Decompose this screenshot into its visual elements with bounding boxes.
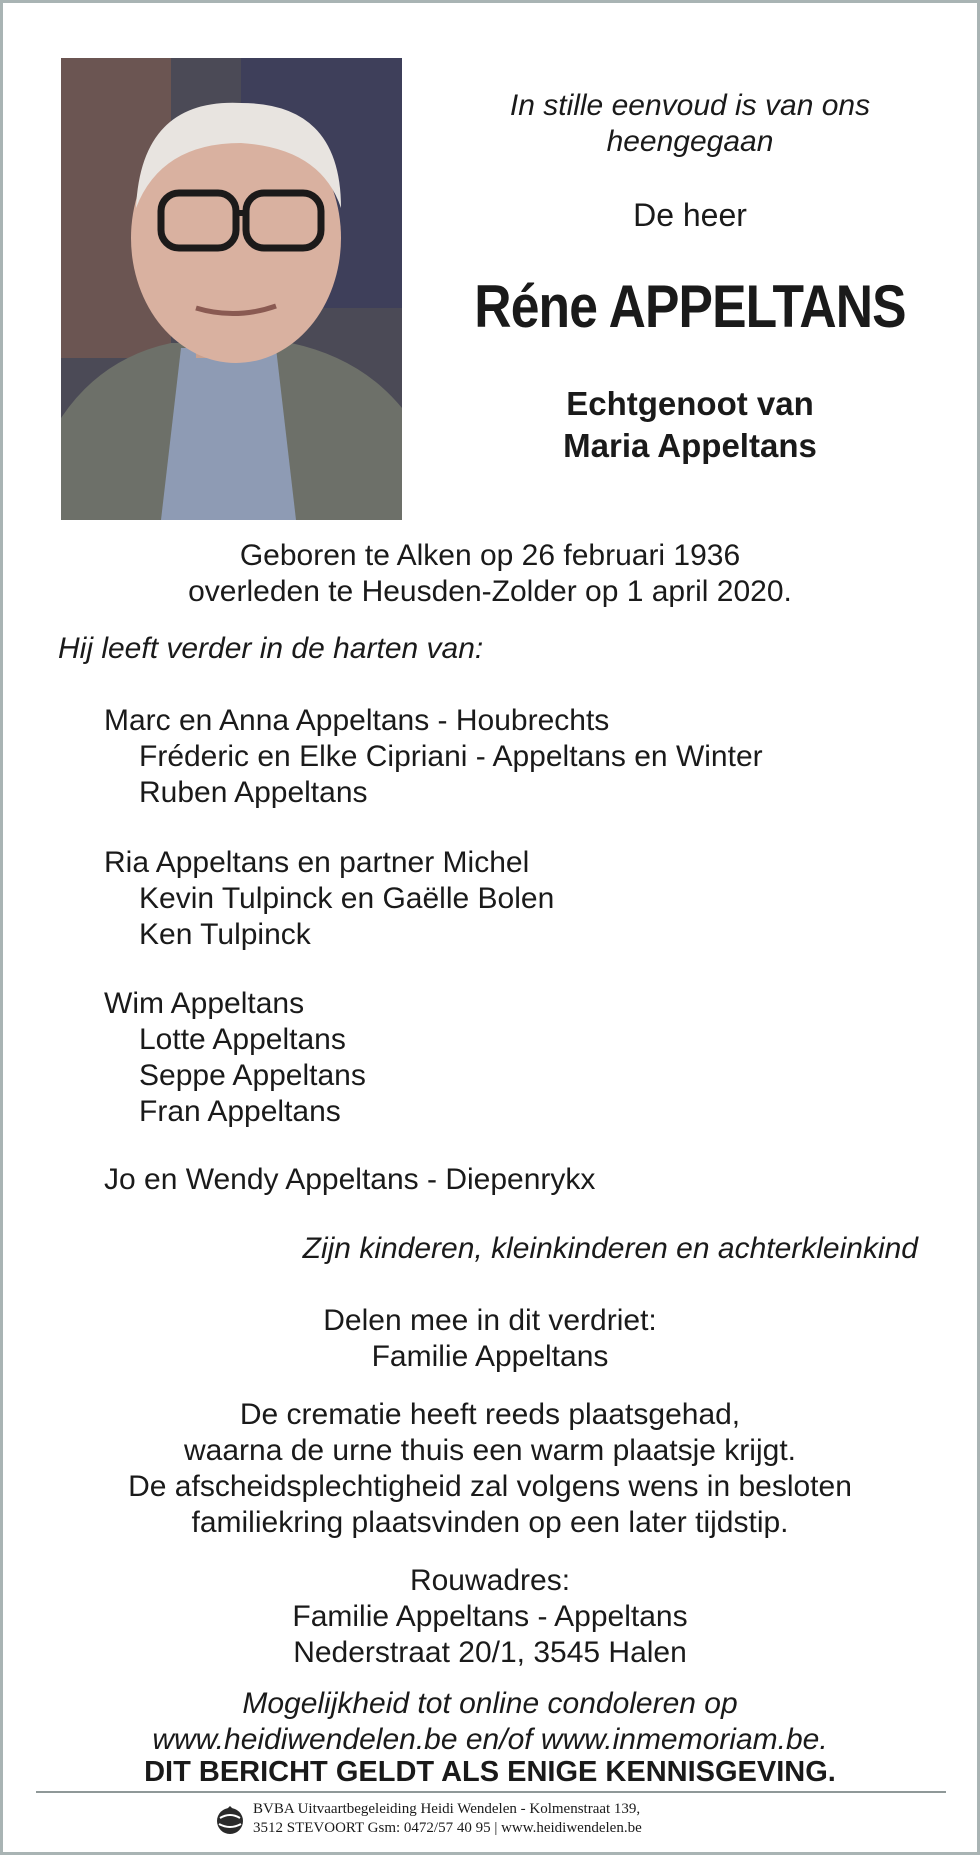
footer [215,1798,775,1846]
address-line: Familie Appeltans - Appeltans [292,1600,688,1633]
online-condolence [40,1686,940,1758]
mourning-address [40,1563,940,1671]
birth-death-text [40,538,940,610]
birth-line: Geboren te Alken op 26 februari 1936 [239,539,741,572]
address-line: Nederstraat 20/1, 3545 Halen [293,1636,687,1669]
family-group [104,986,366,1130]
cremation-line: De afscheidsplechtigheid zal volgens wens in besloten [128,1470,852,1503]
family-head: Marc en Anna Appeltans - Houbrechts [104,704,610,737]
family-member: Ken Tulpinck [139,918,311,951]
spouse-line: Maria Appeltans [563,427,817,464]
intro-text [440,88,940,160]
footer-divider [36,1791,946,1793]
family-member: Fran Appeltans [139,1095,341,1128]
family-member: Seppe Appeltans [139,1059,366,1092]
footer-text [253,1800,642,1838]
family-head: Ria Appeltans en partner Michel [104,846,530,879]
intro-line: In stille eenvoud is van ons [509,89,871,122]
notice-text: DIT BERICHT GELDT ALS ENIGE KENNISGEVING. [144,1756,836,1788]
death-line: overleden te Heusden-Zolder op 1 april 2020. [188,575,792,608]
share-line: Familie Appeltans [371,1340,609,1373]
family-member: Lotte Appeltans [139,1023,346,1056]
address-line: Rouwadres: [409,1564,571,1597]
family-group [104,1162,595,1198]
share-text [40,1303,940,1375]
salutation: De heer [633,197,747,233]
family-group [104,845,554,953]
spouse-text [440,383,940,467]
online-links[interactable]: www.heidiwendelen.be en/of www.inmemoriam.be. [152,1723,828,1756]
globe-logo-icon [215,1804,245,1836]
footer-line: BVBA Uitvaartbegeleiding Heidi Wendelen - Kolmenstraat 139, [253,1801,641,1817]
intro-line: heengegaan [606,125,774,158]
family-member: Ruben Appeltans [139,776,368,809]
family-member: Fréderic en Elke Cipriani - Appeltans en Winter [139,740,763,773]
footer-line: 3512 STEVOORT Gsm: 0472/57 40 95 | www.heidiwendelen.be [253,1820,642,1836]
portrait-illustration [61,58,402,520]
cremation-line: De crematie heeft reeds plaatsgehad, [239,1398,741,1431]
children-signature: Zijn kinderen, kleinkinderen en achterkleinkind [302,1232,918,1265]
online-line: Mogelijkheid tot online condoleren op [242,1687,738,1720]
spouse-line: Echtgenoot van [566,385,814,422]
share-line: Delen mee in dit verdriet: [323,1304,657,1337]
cremation-text [40,1397,940,1541]
family-group [104,703,763,811]
lives-on-heading: Hij leeft verder in de harten van: [58,632,484,665]
deceased-name: Réne APPELTANS [474,273,906,340]
portrait-photo [61,58,402,520]
cremation-line: familiekring plaatsvinden op een later tijdstip. [191,1506,789,1539]
family-head: Jo en Wendy Appeltans - Diepenrykx [104,1163,596,1196]
family-head: Wim Appeltans [104,987,305,1020]
cremation-line: waarna de urne thuis een warm plaatsje krijgt. [184,1434,796,1467]
family-member: Kevin Tulpinck en Gaëlle Bolen [139,882,555,915]
